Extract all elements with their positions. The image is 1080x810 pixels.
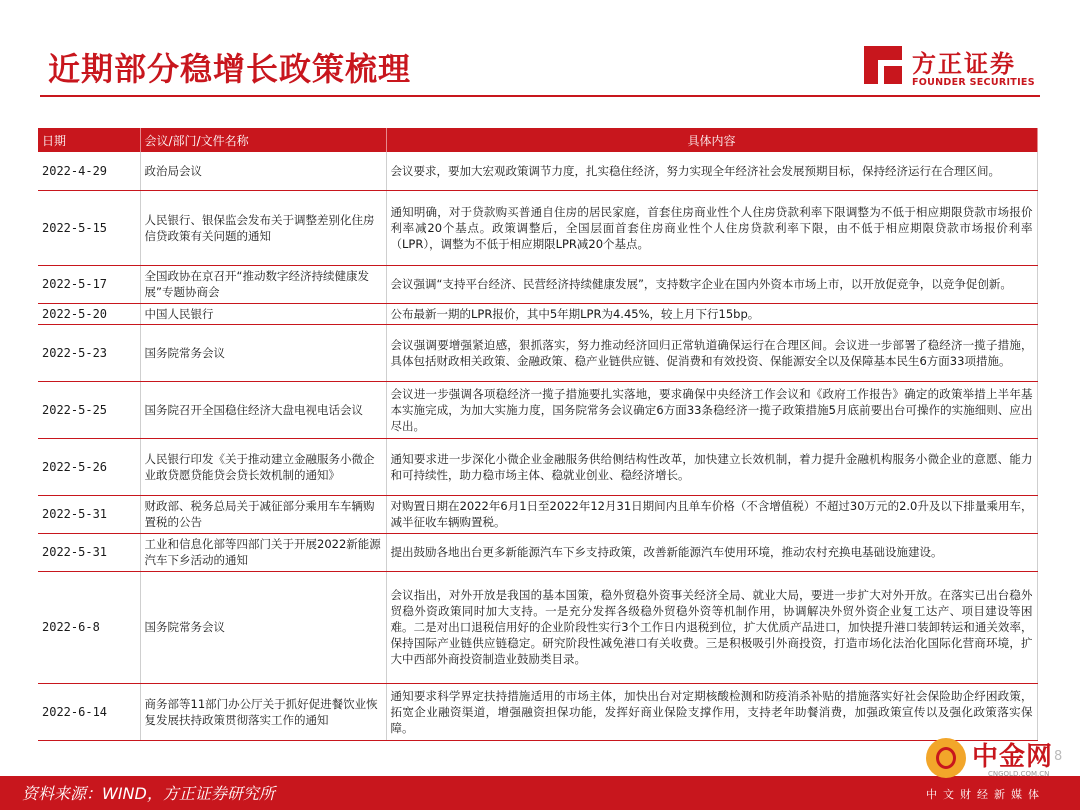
row-name: 商务部等11部门办公厅关于抓好促进餐饮业恢复发展扶持政策贯彻落实工作的通知 (140, 683, 386, 740)
page-number: 8 (1054, 749, 1063, 764)
table-row (38, 324, 1037, 381)
row-date: 2022-5-31 (38, 533, 140, 571)
table-row (38, 190, 1037, 265)
row-content: 通知要求进一步深化小微企业金融服务供给侧结构性改革，加快建立长效机制，着力提升金融机构服务小微企业的意愿、能力和可持续性，助力稳市场主体、稳就业创业、稳经济增长。 (386, 438, 1037, 495)
row-content: 通知明确，对于贷款购买普通自住房的居民家庭，首套住房商业性个人住房贷款利率下限调整为不低于相应期限贷款市场报价利率减20个基点。政策调整后，全国层面首套住房商业性个人住房贷款利率下限，由不低于相应期限贷款市场报价利率（LPR），调整为不低于相应期限LPR减20个基点。 (386, 190, 1037, 265)
row-name: 国务院常务会议 (140, 324, 386, 381)
row-content: 会议要求，要加大宏观政策调节力度，扎实稳住经济，努力实现全年经济社会发展预期目标，保持经济运行在合理区间。 (386, 152, 1037, 190)
row-name: 国务院常务会议 (140, 571, 386, 683)
table-row (38, 533, 1037, 571)
row-content: 会议强调要增强紧迫感，狠抓落实，努力推动经济回归正常轨道确保运行在合理区间。会议进一步部署了稳经济一揽子措施，具体包括财政相关政策、金融政策、稳产业链供应链、促消费和有效投资、保能源安全以及保障基本民生6方面33项措施。 (386, 324, 1037, 381)
row-content: 会议指出，对外开放是我国的基本国策，稳外贸稳外资事关经济全局、就业大局，要进一步扩大对外开放。在落实已出台稳外贸稳外资政策同时加大支持。一是充分发挥各级稳外贸稳外资等机制作用，协调解决外贸外资企业复工达产、项目建设等困难。二是对出口退税信用好的企业阶段性实行3个工作日内退税到位，扩大优质产品进口，加快提升港口装卸转运和通关效率，保持国际产业链供应链稳定。研究阶段性减免港口有关收费。三是积极吸引外商投资，打造市场化法治化国际化营商环境，扩大中西部外商投资制造业鼓励类目录。 (386, 571, 1037, 683)
row-name: 财政部、税务总局关于减征部分乘用车车辆购置税的公告 (140, 495, 386, 533)
policy-table (38, 128, 1038, 741)
cngold-watermark (926, 736, 1076, 808)
cngold-logo-icon (926, 738, 966, 778)
title-divider (40, 95, 1040, 97)
header-name: 会议/部门/文件名称 (140, 128, 386, 152)
logo-name-en: FOUNDER SECURITIES (912, 77, 1035, 88)
table-row (38, 683, 1037, 740)
row-date: 2022-5-15 (38, 190, 140, 265)
row-date: 2022-6-8 (38, 571, 140, 683)
watermark-name: 中金网 (972, 742, 1054, 772)
row-date: 2022-6-14 (38, 683, 140, 740)
row-name: 人民银行、银保监会发布关于调整差别化住房信贷政策有关问题的通知 (140, 190, 386, 265)
row-date: 2022-5-17 (38, 265, 140, 303)
row-name: 中国人民银行 (140, 303, 386, 324)
row-content: 会议强调“支持平台经济、民营经济持续健康发展”，支持数字企业在国内外资本市场上市，以开放促竞争，以竞争促创新。 (386, 265, 1037, 303)
table-row (38, 303, 1037, 324)
row-date: 2022-5-31 (38, 495, 140, 533)
row-name: 工业和信息化部等四部门关于开展2022新能源汽车下乡活动的通知 (140, 533, 386, 571)
page-title: 近期部分稳增长政策梳理 (48, 50, 412, 88)
row-content: 公布最新一期的LPR报价，其中5年期LPR为4.45%，较上月下行15bp。 (386, 303, 1037, 324)
row-name: 全国政协在京召开“推动数字经济持续健康发展”专题协商会 (140, 265, 386, 303)
row-content: 提出鼓励各地出台更多新能源汽车下乡支持政策，改善新能源汽车使用环境，推动农村充换电基础设施建设。 (386, 533, 1037, 571)
table-row (38, 438, 1037, 495)
row-date: 2022-5-26 (38, 438, 140, 495)
row-name: 政治局会议 (140, 152, 386, 190)
watermark-slogan: 中文财经新媒体 (926, 788, 1045, 801)
row-name: 国务院召开全国稳住经济大盘电视电话会议 (140, 381, 386, 438)
row-date: 2022-5-20 (38, 303, 140, 324)
founder-logo-icon (862, 44, 904, 86)
table-row (38, 495, 1037, 533)
row-content: 通知要求科学界定扶持措施适用的市场主体，加快出台对定期核酸检测和防疫消杀补贴的措施落实好社会保险助企纾困政策，拓宽企业融资渠道，增强融资担保功能，发挥好商业保险支撑作用，支持老年助餐消费，加强政策宣传以及强化政策落实保障。 (386, 683, 1037, 740)
source-note: 资料来源：WIND，方正证券研究所 (22, 784, 275, 803)
watermark-url: CNGOLD.COM.CN (988, 770, 1050, 778)
logo-name-cn: 方正证券 (912, 50, 1016, 78)
table-row (38, 265, 1037, 303)
row-date: 2022-4-29 (38, 152, 140, 190)
table-row (38, 571, 1037, 683)
header-content: 具体内容 (386, 128, 1037, 152)
row-date: 2022-5-25 (38, 381, 140, 438)
header-date: 日期 (38, 128, 140, 152)
row-name: 人民银行印发《关于推动建立金融服务小微企业敢贷愿贷能贷会贷长效机制的通知》 (140, 438, 386, 495)
row-date: 2022-5-23 (38, 324, 140, 381)
row-content: 会议进一步强调各项稳经济一揽子措施要扎实落地，要求确保中央经济工作会议和《政府工作报告》确定的政策举措上半年基本实施完成，为加大实施力度，国务院常务会议确定6方面33条稳经济一揽子政策措施5月底前要出台可操作的实施细则、应出尽出。 (386, 381, 1037, 438)
table-row (38, 152, 1037, 190)
table-header-row (38, 128, 1037, 152)
row-content: 对购置日期在2022年6月1日至2022年12月31日期间内且单车价格（不含增值税）不超过30万元的2.0升及以下排量乘用车，减半征收车辆购置税。 (386, 495, 1037, 533)
table-row (38, 381, 1037, 438)
founder-logo (862, 44, 1042, 92)
